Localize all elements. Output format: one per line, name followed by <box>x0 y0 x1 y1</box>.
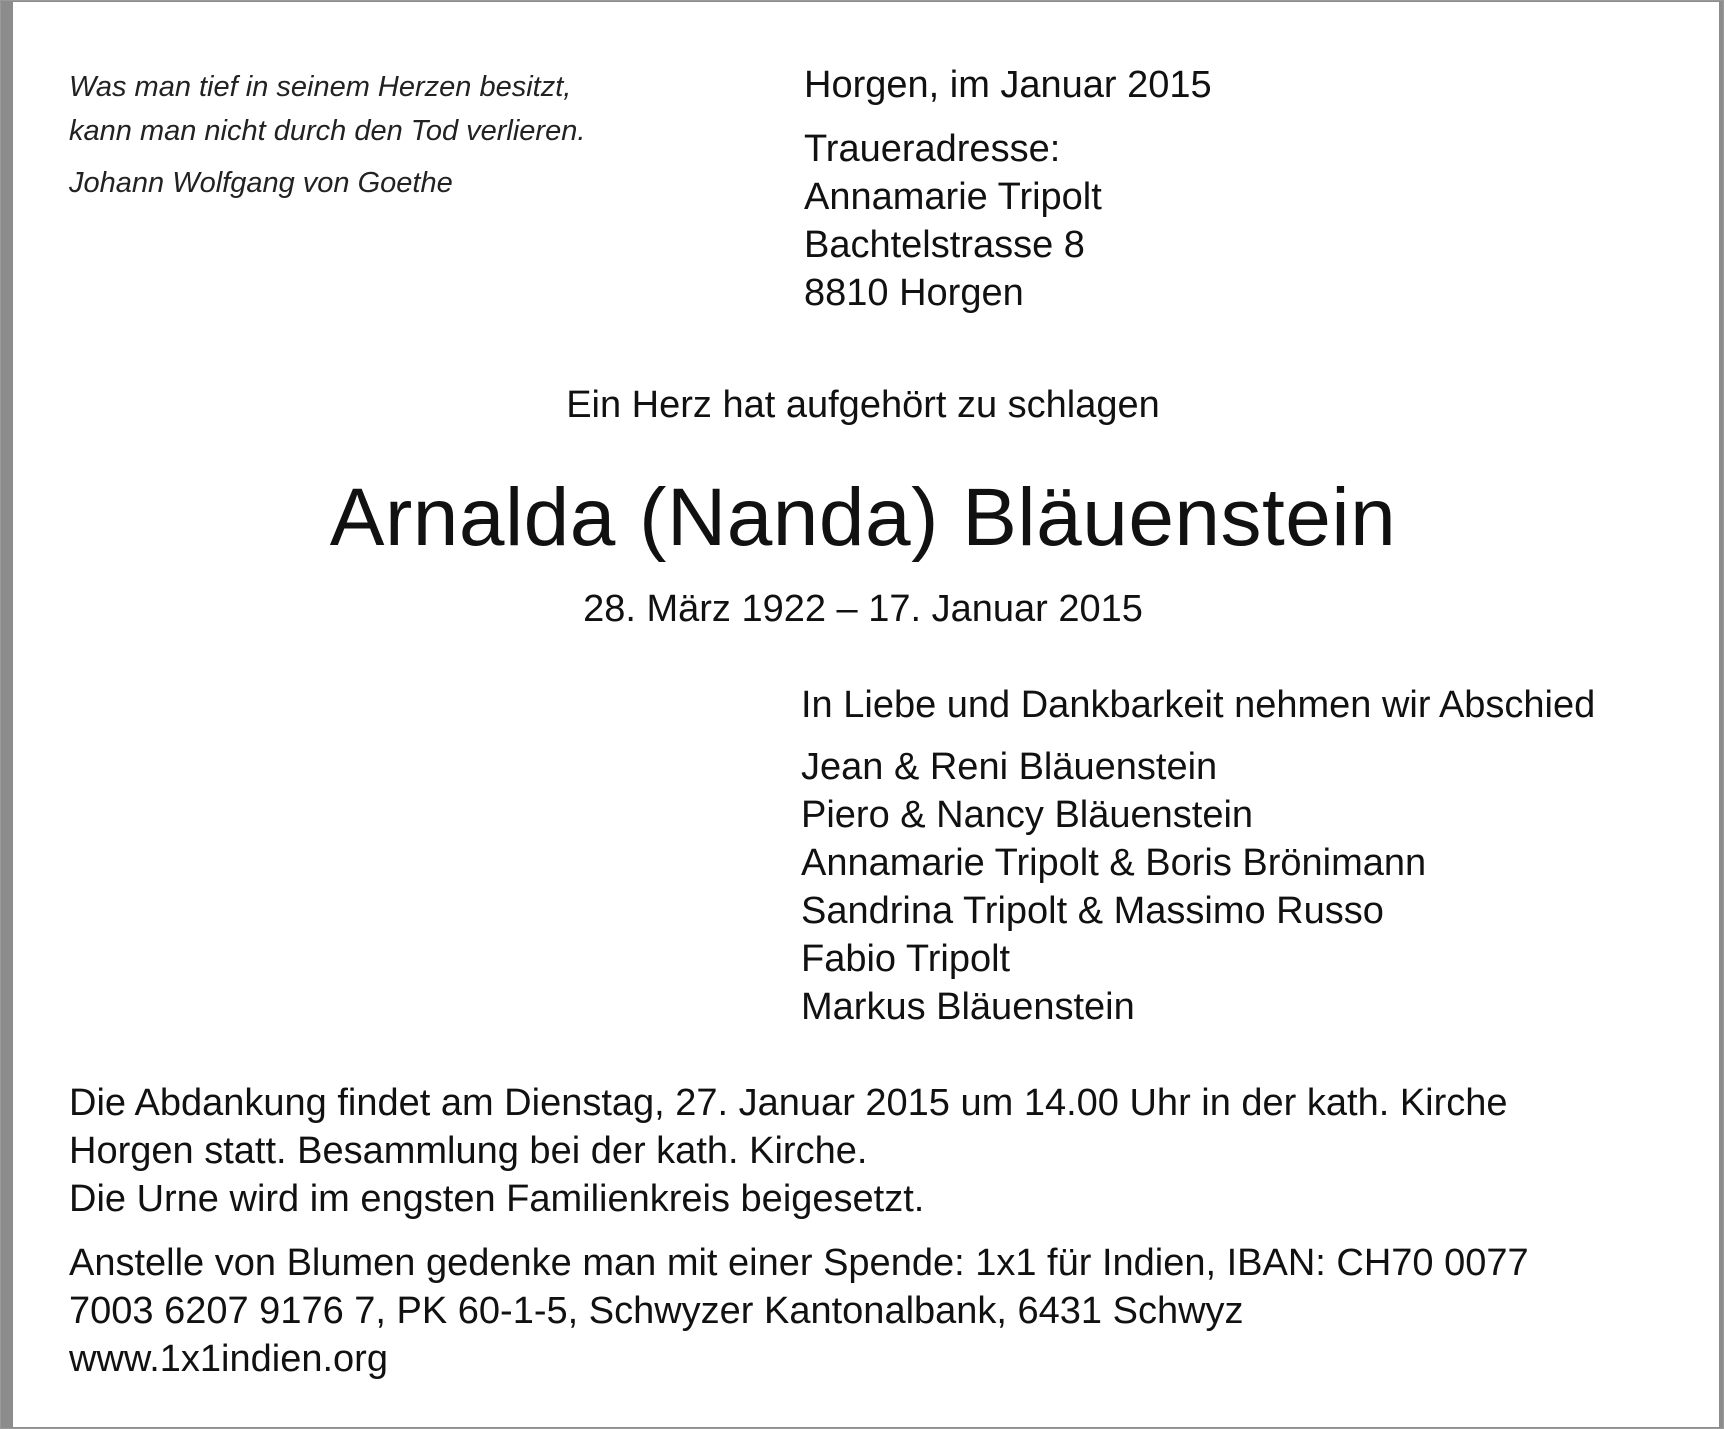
mourners-list <box>801 743 1426 1031</box>
donation-notice <box>69 1239 1689 1383</box>
list-item: Jean & Reni Bläuenstein <box>801 746 1218 788</box>
list-item: Markus Bläuenstein <box>801 986 1135 1028</box>
address-name: Annamarie Tripolt <box>804 176 1102 218</box>
list-item: Annamarie Tripolt & Boris Brönimann <box>801 842 1427 884</box>
mourning-address <box>804 125 1102 317</box>
service-line-2: Horgen statt. Besammlung bei der kath. Kirche. <box>69 1130 868 1172</box>
place-date: Horgen, im Januar 2015 <box>804 64 1212 106</box>
deceased-name: Arnalda (Nanda) Bläuenstein <box>329 472 1397 563</box>
intro-line: Ein Herz hat aufgehört zu schlagen <box>566 384 1160 426</box>
service-line-1: Die Abdankung findet am Dienstag, 27. Januar 2015 um 14.00 Uhr in der kath. Kirche <box>69 1082 1508 1124</box>
address-city: 8810 Horgen <box>804 272 1024 314</box>
goethe-quote <box>69 65 585 205</box>
quote-author: Johann Wolfgang von Goethe <box>69 167 453 199</box>
service-notice <box>69 1079 1689 1223</box>
quote-line-2: kann man nicht durch den Tod verlieren. <box>69 115 586 147</box>
list-item: Sandrina Tripolt & Massimo Russo <box>801 890 1384 932</box>
quote-line-1: Was man tief in seinem Herzen besitzt, <box>69 71 572 103</box>
donation-line-2: 7003 6207 9176 7, PK 60-1-5, Schwyzer Kantonalbank, 6431 Schwyz <box>69 1290 1244 1332</box>
donation-line-1: Anstelle von Blumen gedenke man mit einer Spende: 1x1 für Indien, IBAN: CH70 0077 <box>69 1242 1529 1284</box>
service-line-3: Die Urne wird im engsten Familienkreis beigesetzt. <box>69 1178 925 1220</box>
list-item: Fabio Tripolt <box>801 938 1011 980</box>
donation-website: www.1x1indien.org <box>69 1338 388 1380</box>
farewell-line: In Liebe und Dankbarkeit nehmen wir Abschied <box>801 684 1596 726</box>
list-item: Piero & Nancy Bläuenstein <box>801 794 1254 836</box>
address-street: Bachtelstrasse 8 <box>804 224 1085 266</box>
address-label: Traueradresse: <box>804 128 1061 170</box>
life-dates: 28. März 1922 – 17. Januar 2015 <box>583 588 1143 630</box>
